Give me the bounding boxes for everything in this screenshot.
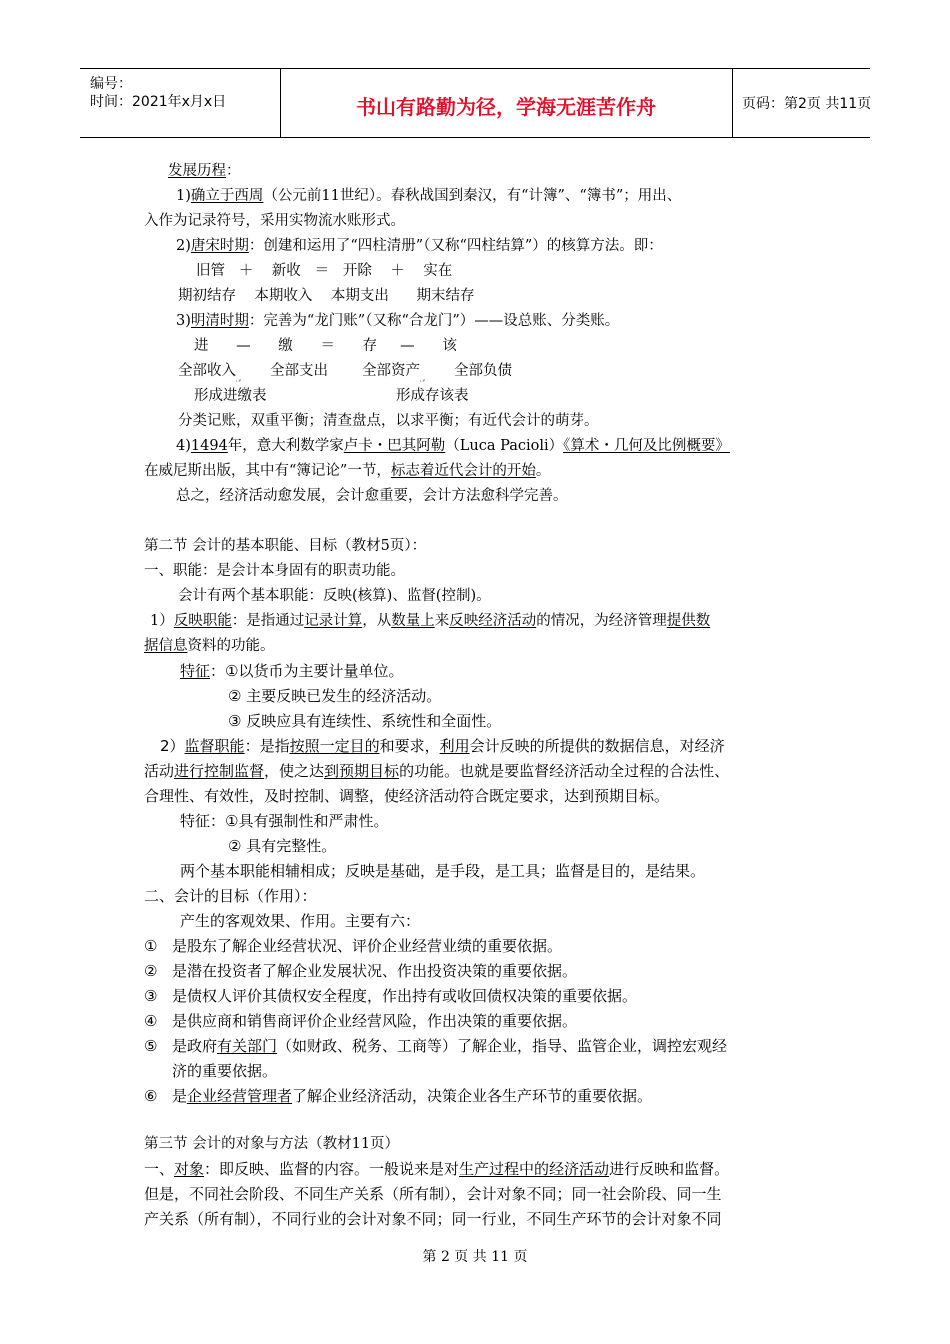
doc-number-label: 编号： — [90, 76, 132, 92]
text: 资料的功能。 — [187, 638, 275, 654]
page-info: 页码：第2页 共11页 — [742, 96, 872, 112]
history-item-4 — [176, 436, 730, 456]
header-page-cell — [732, 69, 870, 137]
goal-item-5-line2: 济的重要依据。 — [172, 1062, 278, 1080]
goal-text: 是股东了解企业经营状况、评价企业经营业绩的重要依据。 — [172, 937, 563, 955]
four-pillar-formula: 旧管 ＋ 新收 ＝ 开除 ＋ 实在 — [196, 263, 453, 279]
item-prefix: 2) — [176, 238, 191, 254]
book-title: 《算术・几何及比例概要》 — [563, 438, 730, 454]
goal-text: 是潜在投资者了解企业发展状况、作出投资决策的重要依据。 — [172, 962, 578, 980]
luca-pacioli-latin: （Luca Pacioli） — [445, 438, 564, 454]
longmen-liabilities: 全部负债 — [454, 363, 512, 379]
goal-number: ① — [144, 937, 158, 955]
function-definition: 一、职能：是会计本身固有的职责功能。 — [144, 563, 405, 579]
goal-item-2 — [144, 961, 577, 981]
goal-item-1 — [144, 936, 562, 956]
object-definition — [144, 1159, 729, 1179]
underlined-term: 到预期目标 — [324, 762, 400, 780]
underlined-term: 提供数 — [666, 613, 711, 629]
underlined-term: 企业经营管理者 — [187, 1087, 293, 1105]
motto-text: 书山有路勤为径，学海无涯苦作舟 — [356, 95, 656, 119]
history-ming-qing: 明清时期 — [190, 313, 249, 329]
text: ：即反映、监督的内容。一般说来是对 — [204, 1160, 460, 1178]
page-footer: 第 2 页 共 11 页 — [422, 1249, 528, 1265]
feature-label: 特征 — [180, 662, 211, 680]
goal-number: ⑥ — [144, 1087, 158, 1105]
history-item-text: ：创建和运用了“四柱清册”（又称“四柱结算”）的核算方法。即： — [248, 238, 663, 254]
longmen-expense: 全部支出 — [270, 363, 328, 379]
goal-item-3 — [144, 986, 637, 1006]
underlined-term: 进行控制监督 — [174, 762, 265, 780]
text: 进行反映和监督。 — [609, 1160, 730, 1178]
goal-heading: 二、会计的目标（作用）： — [144, 887, 317, 905]
underlined-term: 对象 — [174, 1160, 205, 1178]
text: ：①以货币为主要计量单位。 — [210, 662, 404, 680]
page-header — [80, 68, 870, 138]
history-title-line — [168, 161, 241, 181]
text: 的情况，为经济管理 — [536, 613, 667, 629]
text: 和要求， — [379, 737, 440, 755]
goal-number: ④ — [144, 1012, 158, 1030]
history-item-text: 年，意大利数学家 — [227, 438, 344, 454]
reflect-feature-3: ③ 反映应具有连续性、系统性和全面性。 — [228, 712, 502, 730]
history-item-text: （公元前11世纪）。春秋战国到秦汉，有“计簿”、“簿书”；用出、 — [263, 188, 682, 204]
reflect-function-term: 反映职能 — [173, 613, 232, 629]
function-relation: 两个基本职能相辅相成；反映是基础，是手段，是工具；监督是目的，是结果。 — [180, 862, 706, 880]
four-pillar-meaning: 期初结存 本期收入 本期支出 期末结存 — [178, 288, 475, 304]
underlined-term: 有关部门 — [217, 1037, 278, 1055]
supervise-function-term: 监督职能 — [184, 737, 245, 755]
wavy-connector — [420, 361, 454, 381]
supervise-feature-1: 特征：①具有强制性和严肃性。 — [180, 812, 389, 830]
reflect-function — [150, 611, 710, 631]
reflect-feature-2: ② 主要反映已发生的经济活动。 — [228, 687, 442, 705]
header-motto-cell — [280, 69, 733, 137]
reflect-feature-1 — [180, 661, 403, 681]
goal-item-4 — [144, 1011, 577, 1031]
underlined-term: 数量上 — [391, 613, 435, 629]
goal-intro: 产生的客观效果、作用。主要有六： — [180, 912, 421, 930]
longmen-meaning — [178, 361, 512, 381]
underlined-term: 按照一定目的 — [289, 737, 380, 755]
goal-number: ② — [144, 962, 158, 980]
goal-item-5 — [144, 1036, 727, 1056]
goal-item-6 — [144, 1086, 652, 1106]
section2-heading: 第二节 会计的基本职能、目标（教材5页）： — [144, 538, 427, 554]
underlined-term: 据信息 — [144, 638, 188, 654]
supervise-function-line2 — [144, 761, 729, 781]
wavy-connector — [236, 361, 270, 381]
goal-text: 了解企业经济活动，决策企业各生产环节的重要依据。 — [292, 1087, 653, 1105]
goal-text: 是供应商和销售商评价企业经营风险，作出决策的重要依据。 — [172, 1012, 578, 1030]
history-item-4-line2 — [144, 461, 550, 481]
supervise-function-line3: 合理性、有效性，及时控制、调整，使经济活动符合既定要求，达到预期目标。 — [144, 787, 670, 805]
text: 来 — [434, 613, 450, 629]
history-title: 发展历程 — [168, 163, 226, 179]
text: 的功能。也就是要监督经济活动全过程的合法性、 — [399, 762, 730, 780]
underlined-term: 反映经济活动 — [449, 613, 537, 629]
goal-number: ⑤ — [144, 1037, 158, 1055]
text: 活动 — [144, 762, 175, 780]
item-prefix: 3) — [176, 313, 191, 329]
supervise-feature-2: ② 具有完整性。 — [228, 837, 337, 855]
supervise-function — [160, 736, 725, 756]
item-prefix: 1) — [176, 188, 191, 204]
history-western-zhou: 确立于西周 — [190, 188, 264, 204]
text: ，使之达 — [264, 762, 325, 780]
text: 一、 — [144, 1160, 175, 1178]
history-tang-song: 唐宋时期 — [190, 238, 249, 254]
history-item-3 — [176, 311, 619, 331]
modern-accounting-start: 标志着近代会计的开始 — [390, 463, 536, 479]
object-line3: 产关系（所有制），不同行业的会计对象不同；同一行业，不同生产环节的会计对象不同 — [144, 1210, 722, 1228]
year-1494: 1494 — [190, 438, 228, 454]
text: ，从 — [362, 613, 392, 629]
underlined-term: 生产过程中的经济活动 — [459, 1160, 610, 1178]
item-prefix: 4) — [176, 438, 191, 454]
underlined-term: 记录计算 — [304, 613, 363, 629]
goal-number: ③ — [144, 987, 158, 1005]
text: ：是指 — [244, 737, 290, 755]
goal-text: 是债权人评价其债权安全程度，作出持有或收回债权决策的重要依据。 — [172, 987, 638, 1005]
history-item-1 — [176, 186, 681, 206]
longmen-formula: 进 — 缴 ＝ 存 — 该 — [194, 338, 457, 354]
longmen-income: 全部收入 — [178, 363, 236, 379]
history-item-2 — [176, 236, 663, 256]
text: 会计反映的所提供的数据信息，对经济 — [469, 737, 725, 755]
goal-text: 是 — [172, 1087, 188, 1105]
goal-text: （如财政、税务、工商等）了解企业，指导、监管企业，调控宏观经 — [277, 1037, 728, 1055]
history-item-text: 在威尼斯出版，其中有“簿记论”一节， — [144, 463, 391, 479]
longmen-assets: 全部资产 — [362, 363, 420, 379]
object-line2: 但是，不同社会阶段、不同生产关系（所有制），会计对象不同；同一社会阶段、同一生 — [144, 1185, 722, 1203]
history-item-3-note: 分类记账，双重平衡；清查盘点，以求平衡；有近代会计的萌芽。 — [178, 413, 599, 429]
reflect-function-line2 — [144, 636, 275, 656]
section3-heading: 第三节 会计的对象与方法（教材11页） — [144, 1136, 400, 1152]
longmen-table-right: 形成存该表 — [396, 388, 469, 404]
item-prefix: 1） — [150, 613, 174, 629]
text: ：是指通过 — [231, 613, 305, 629]
history-summary: 总之，经济活动愈发展，会计愈重要，会计方法愈科学完善。 — [176, 488, 568, 504]
history-title-suffix: ： — [226, 163, 241, 179]
item-prefix: 2） — [160, 737, 185, 755]
history-item-1-line2: 入作为记录符号，采用实物流水账形式。 — [144, 213, 405, 229]
header-meta-cell — [80, 69, 281, 137]
doc-time-label: 时间：2021年x月x日 — [90, 94, 227, 110]
longmen-table-left: 形成进缴表 — [194, 388, 267, 404]
two-functions: 会计有两个基本职能：反映(核算)、监督(控制)。 — [178, 588, 491, 604]
history-item-text: ：完善为“龙门账”（又称“合龙门”）——设总账、分类账。 — [248, 313, 620, 329]
punct: 。 — [535, 463, 551, 479]
luca-pacioli-name: 卢卡・巴其阿勒 — [343, 438, 446, 454]
goal-text: 是政府 — [172, 1037, 218, 1055]
underlined-term: 利用 — [439, 737, 470, 755]
